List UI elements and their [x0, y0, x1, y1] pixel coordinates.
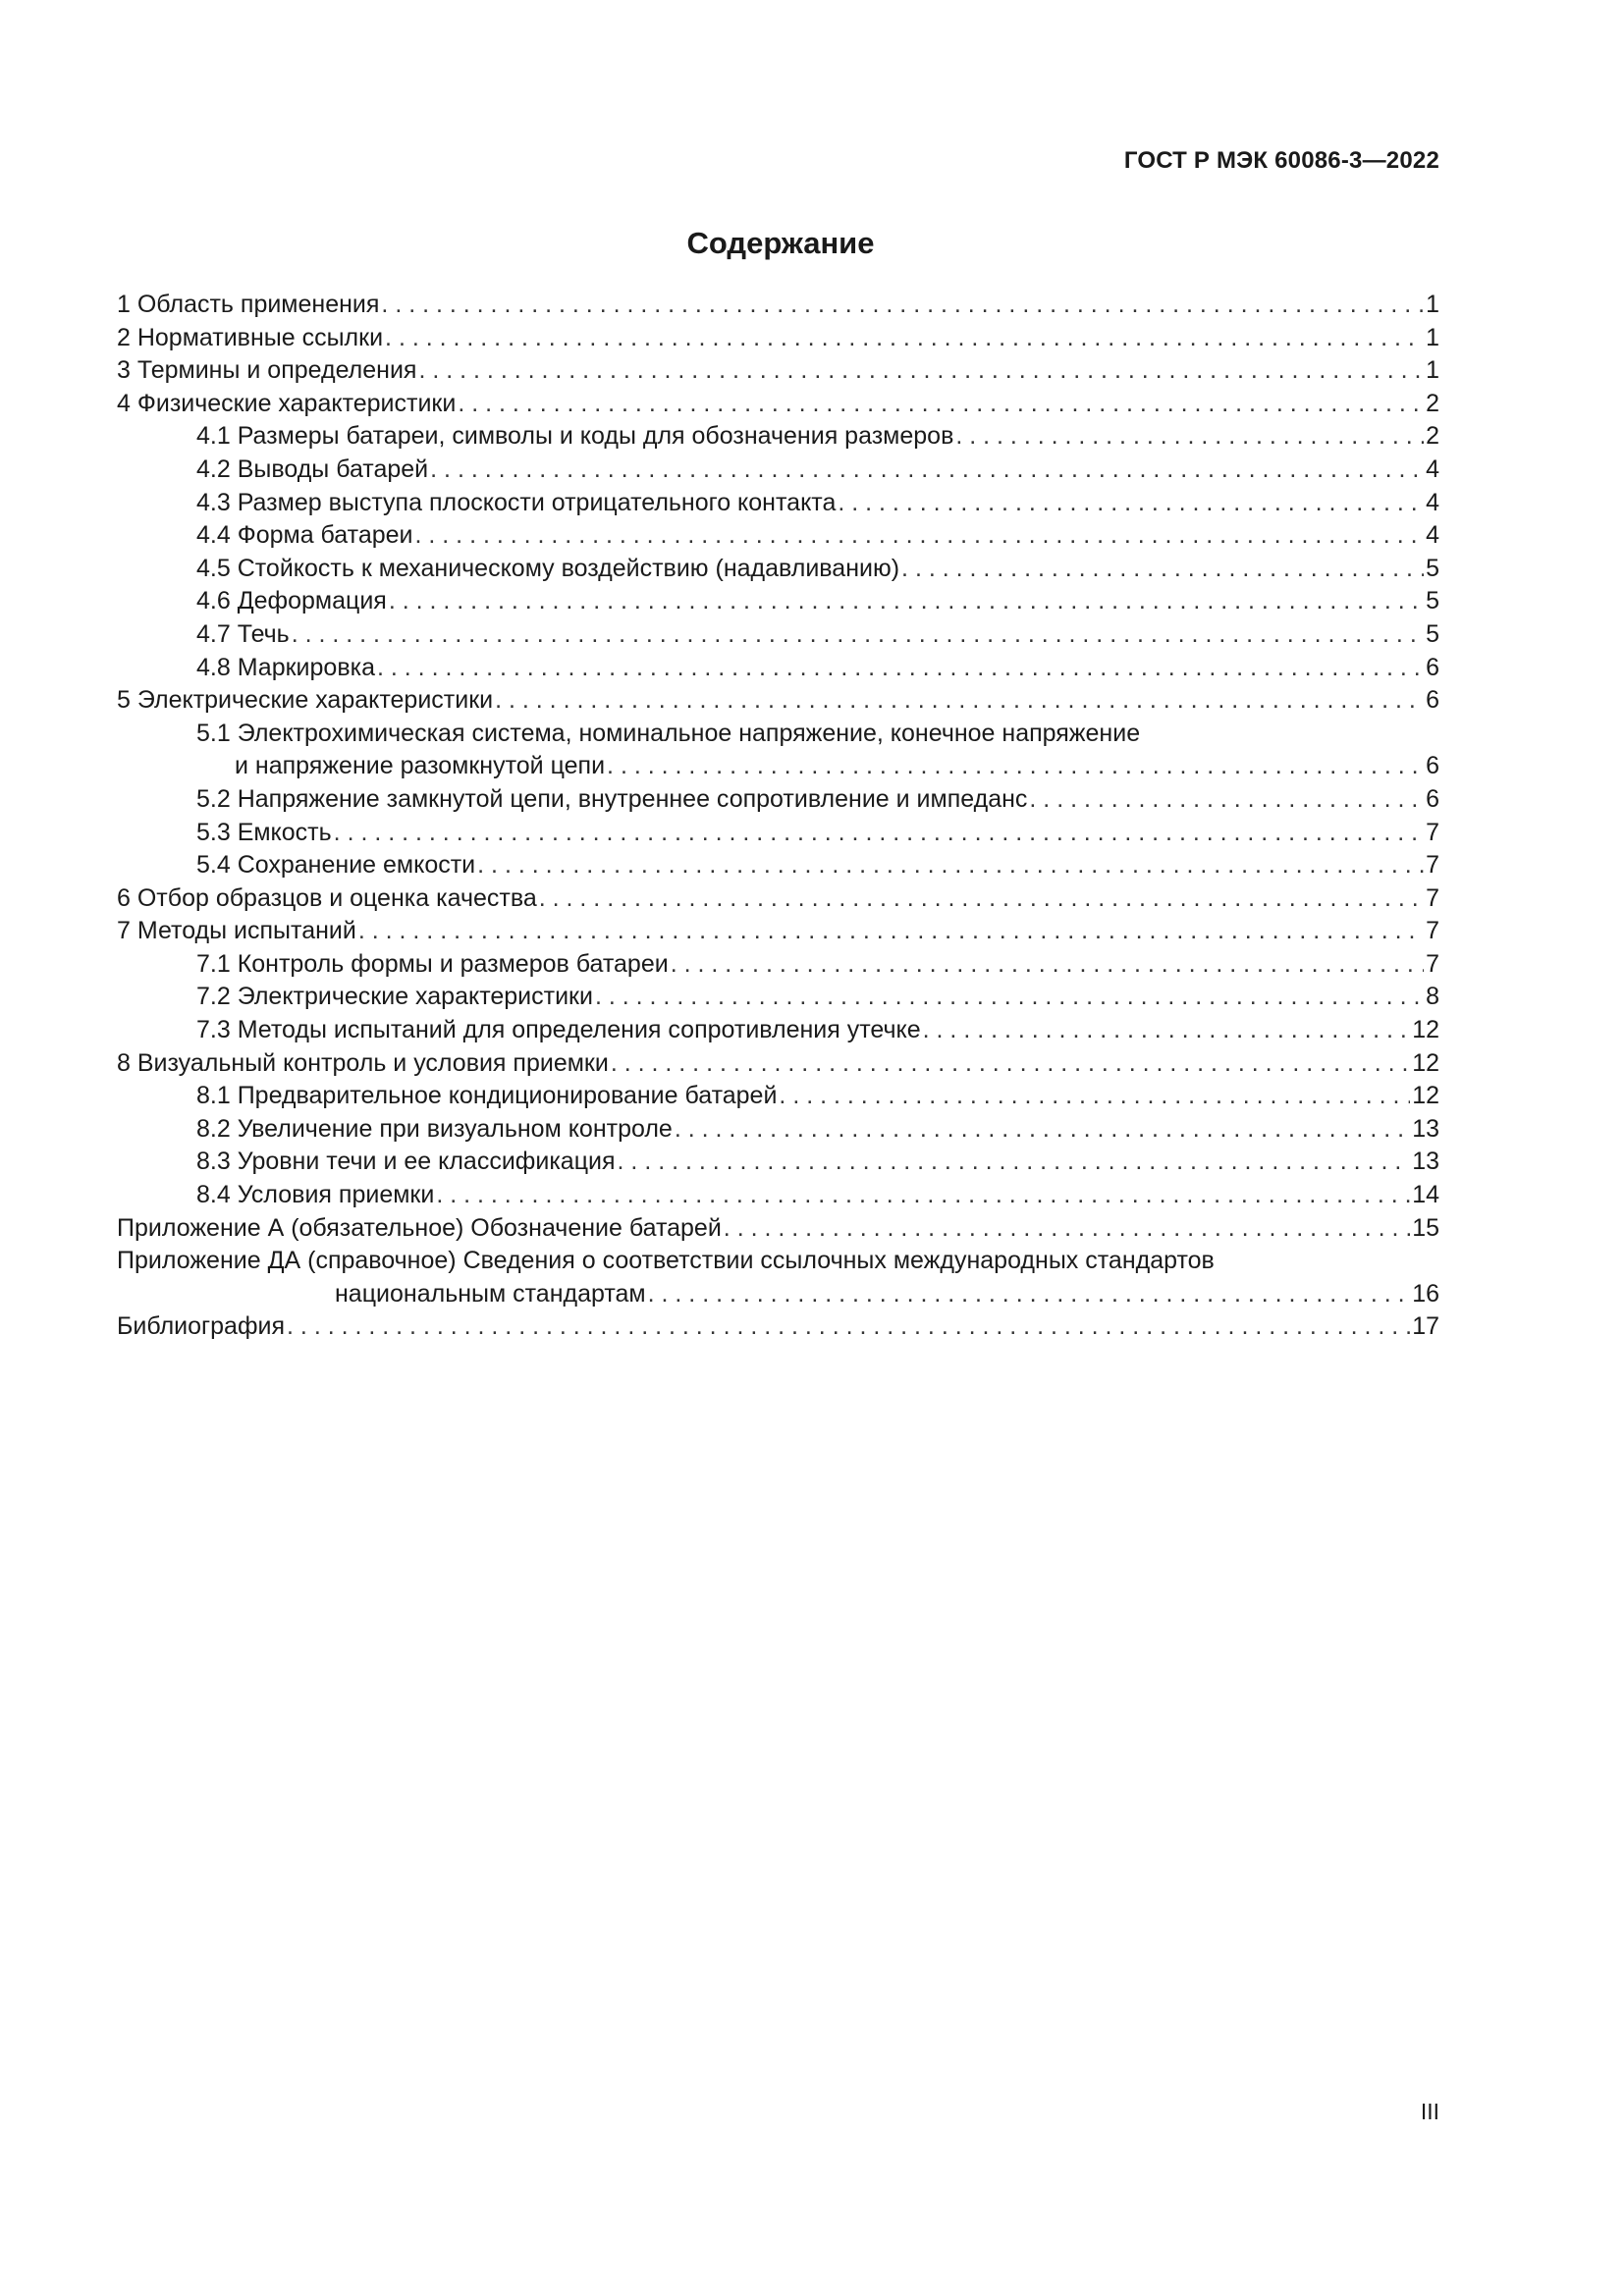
toc-entry[interactable] [117, 519, 1439, 553]
toc-entry-text: 5.3 Емкость [196, 818, 332, 846]
toc-entry-text: 3 Термины и определения [117, 356, 417, 385]
page-number: III [1420, 2099, 1439, 2124]
toc-entry[interactable] [117, 652, 1439, 685]
toc-leader-dots [901, 553, 1424, 586]
toc-entry-page: 14 [1412, 1181, 1439, 1209]
toc-entry[interactable] [117, 783, 1439, 817]
toc-entry[interactable] [117, 1278, 1439, 1311]
toc-entry-text: 6 Отбор образцов и оценка качества [117, 883, 537, 912]
toc-entry[interactable] [117, 1245, 1439, 1278]
toc-leader-dots [415, 519, 1425, 553]
document-code: ГОСТ Р МЭК 60086-3—2022 [1123, 147, 1439, 174]
toc-leader-dots [675, 1113, 1410, 1147]
toc-entry-text: 4.3 Размер выступа плоскости отрицательного контакта [196, 488, 837, 516]
toc-entry-page: 5 [1426, 619, 1439, 648]
toc-leader-dots [430, 454, 1424, 487]
toc-entry[interactable] [117, 750, 1439, 783]
toc-entry-text: 4.1 Размеры батареи, символы и коды для обозначения размеров [196, 422, 954, 451]
toc-entry[interactable] [117, 1047, 1439, 1081]
toc-leader-dots [287, 1310, 1410, 1344]
toc-leader-dots [955, 420, 1424, 454]
toc-leader-dots [671, 948, 1424, 982]
toc-leader-dots [458, 388, 1424, 421]
toc-entry[interactable] [117, 1179, 1439, 1212]
toc-entry[interactable] [117, 1014, 1439, 1047]
toc-entry-text: 4.6 Деформация [196, 587, 387, 615]
toc-leader-dots [539, 882, 1424, 916]
toc-entry-text: и напряжение разомкнутой цепи [235, 752, 606, 780]
toc-leader-dots [779, 1080, 1410, 1113]
toc-leader-dots [1029, 783, 1424, 817]
toc-entry[interactable] [117, 1113, 1439, 1147]
toc-entry-text: 5.4 Сохранение емкости [196, 851, 476, 880]
toc-entry-text: Библиография [117, 1312, 286, 1341]
toc-entry[interactable] [117, 420, 1439, 454]
toc-entry-text: 2 Нормативные ссылки [117, 323, 384, 351]
toc-leader-dots [607, 750, 1424, 783]
toc-entry-text: 4 Физические характеристики [117, 389, 457, 417]
toc-entry-page: 6 [1426, 784, 1439, 813]
toc-entry-text: 4.4 Форма батареи [196, 521, 413, 550]
toc-entry[interactable] [117, 817, 1439, 850]
toc-entry-page: 2 [1426, 389, 1439, 417]
toc-entry-page: 6 [1426, 752, 1439, 780]
toc-entry[interactable] [117, 322, 1439, 355]
toc-entry-page: 12 [1412, 1048, 1439, 1077]
toc-leader-dots [595, 981, 1424, 1014]
toc-entry[interactable] [117, 684, 1439, 718]
toc-entry-page: 7 [1426, 818, 1439, 846]
toc-entry-page: 12 [1412, 1016, 1439, 1044]
toc-entry-text: 7.1 Контроль формы и размеров батареи [196, 949, 669, 978]
toc-entry-text: 8.3 Уровни течи и ее классификация [196, 1148, 616, 1176]
toc-entry-text: 7 Методы испытаний [117, 917, 356, 945]
toc-entry-page: 4 [1426, 521, 1439, 550]
toc-entry-page: 5 [1426, 587, 1439, 615]
toc-leader-dots [381, 289, 1424, 322]
toc-entry-text: Приложение А (обязательное) Обозначение батарей [117, 1213, 722, 1242]
toc-leader-dots [611, 1047, 1410, 1081]
toc-entry[interactable] [117, 1212, 1439, 1246]
toc-entry-page: 7 [1426, 851, 1439, 880]
toc-entry-text: 1 Область применения [117, 291, 380, 318]
toc-entry-page: 2 [1426, 422, 1439, 451]
toc-leader-dots [618, 1146, 1411, 1179]
toc-entry-text: 8 Визуальный контроль и условия приемки [117, 1048, 609, 1077]
toc-entry-page: 6 [1426, 653, 1439, 681]
toc-entry[interactable] [117, 454, 1439, 487]
toc-entry[interactable] [117, 1080, 1439, 1113]
toc-leader-dots [724, 1212, 1410, 1246]
toc-leader-dots [385, 322, 1424, 355]
toc-entry-page: 8 [1426, 983, 1439, 1011]
toc-entry-page: 7 [1426, 883, 1439, 912]
toc-title: Содержание [686, 226, 875, 260]
toc-entry[interactable] [117, 585, 1439, 618]
toc-entry-page: 4 [1426, 454, 1439, 483]
toc-entry[interactable] [117, 487, 1439, 520]
toc-entry-page: 12 [1412, 1082, 1439, 1110]
toc-entry-text: 8.1 Предварительное кондиционирование батарей [196, 1082, 778, 1110]
toc-entry-page: 15 [1412, 1213, 1439, 1242]
toc-entry[interactable] [117, 553, 1439, 586]
toc-entry[interactable] [117, 915, 1439, 948]
toc-entry[interactable] [117, 981, 1439, 1014]
toc-entry-text: 4.8 Маркировка [196, 653, 375, 681]
toc-entry-text: 8.4 Условия приемки [196, 1181, 435, 1209]
toc-leader-dots [477, 849, 1424, 882]
toc-entry-page: 4 [1426, 488, 1439, 516]
table-of-contents [117, 289, 1439, 1344]
toc-entry[interactable] [117, 718, 1439, 751]
toc-entry[interactable] [117, 1146, 1439, 1179]
toc-leader-dots [648, 1278, 1411, 1311]
toc-leader-dots [377, 652, 1424, 685]
toc-entry-page: 1 [1426, 323, 1439, 351]
toc-entry[interactable] [117, 1310, 1439, 1344]
toc-entry-page: 13 [1412, 1148, 1439, 1176]
toc-entry-page: 1 [1426, 356, 1439, 385]
toc-leader-dots [389, 585, 1424, 618]
toc-entry[interactable] [117, 388, 1439, 421]
toc-entry-page: 17 [1412, 1312, 1439, 1341]
toc-entry-page: 7 [1426, 949, 1439, 978]
toc-leader-dots [436, 1179, 1410, 1212]
toc-entry[interactable] [117, 882, 1439, 916]
toc-entry-text: 4.2 Выводы батарей [196, 454, 429, 483]
toc-leader-dots [418, 354, 1424, 388]
toc-entry-text: 4.7 Течь [196, 619, 290, 648]
toc-entry[interactable] [117, 354, 1439, 388]
toc-entry-text: Приложение ДА (справочное) Сведения о соответствии ссылочных международных стандартов [117, 1247, 1215, 1275]
toc-entry[interactable] [117, 849, 1439, 882]
toc-entry-page: 13 [1412, 1114, 1439, 1143]
toc-entry-text: 4.5 Стойкость к механическому воздействию (надавливанию) [196, 554, 900, 582]
toc-entry-text: 5.2 Напряжение замкнутой цепи, внутреннее сопротивление и импеданс [196, 784, 1028, 813]
toc-leader-dots [358, 915, 1424, 948]
toc-leader-dots [334, 817, 1424, 850]
toc-entry-page: 16 [1412, 1279, 1439, 1308]
toc-entry[interactable] [117, 289, 1439, 322]
toc-entry-text: 8.2 Увеличение при визуальном контроле [196, 1114, 673, 1143]
toc-entry[interactable] [117, 618, 1439, 652]
toc-entry[interactable] [117, 948, 1439, 982]
toc-entry-page: 5 [1426, 554, 1439, 582]
toc-entry-page: 6 [1426, 686, 1439, 715]
toc-entry-text: 7.3 Методы испытаний для определения сопротивления утечке [196, 1016, 921, 1044]
toc-entry-text: 5.1 Электрохимическая система, номинальное напряжение, конечное напряжение [196, 719, 1141, 747]
toc-leader-dots [495, 684, 1424, 718]
toc-leader-dots [838, 487, 1424, 520]
toc-entry-page: 1 [1426, 291, 1439, 318]
toc-leader-dots [923, 1014, 1411, 1047]
toc-entry-text: 5 Электрические характеристики [117, 686, 494, 715]
toc-entry-text: 7.2 Электрические характеристики [196, 983, 593, 1011]
toc-entry-text: национальным стандартам [335, 1279, 646, 1308]
toc-leader-dots [292, 618, 1424, 652]
toc-entry-page: 7 [1426, 917, 1439, 945]
